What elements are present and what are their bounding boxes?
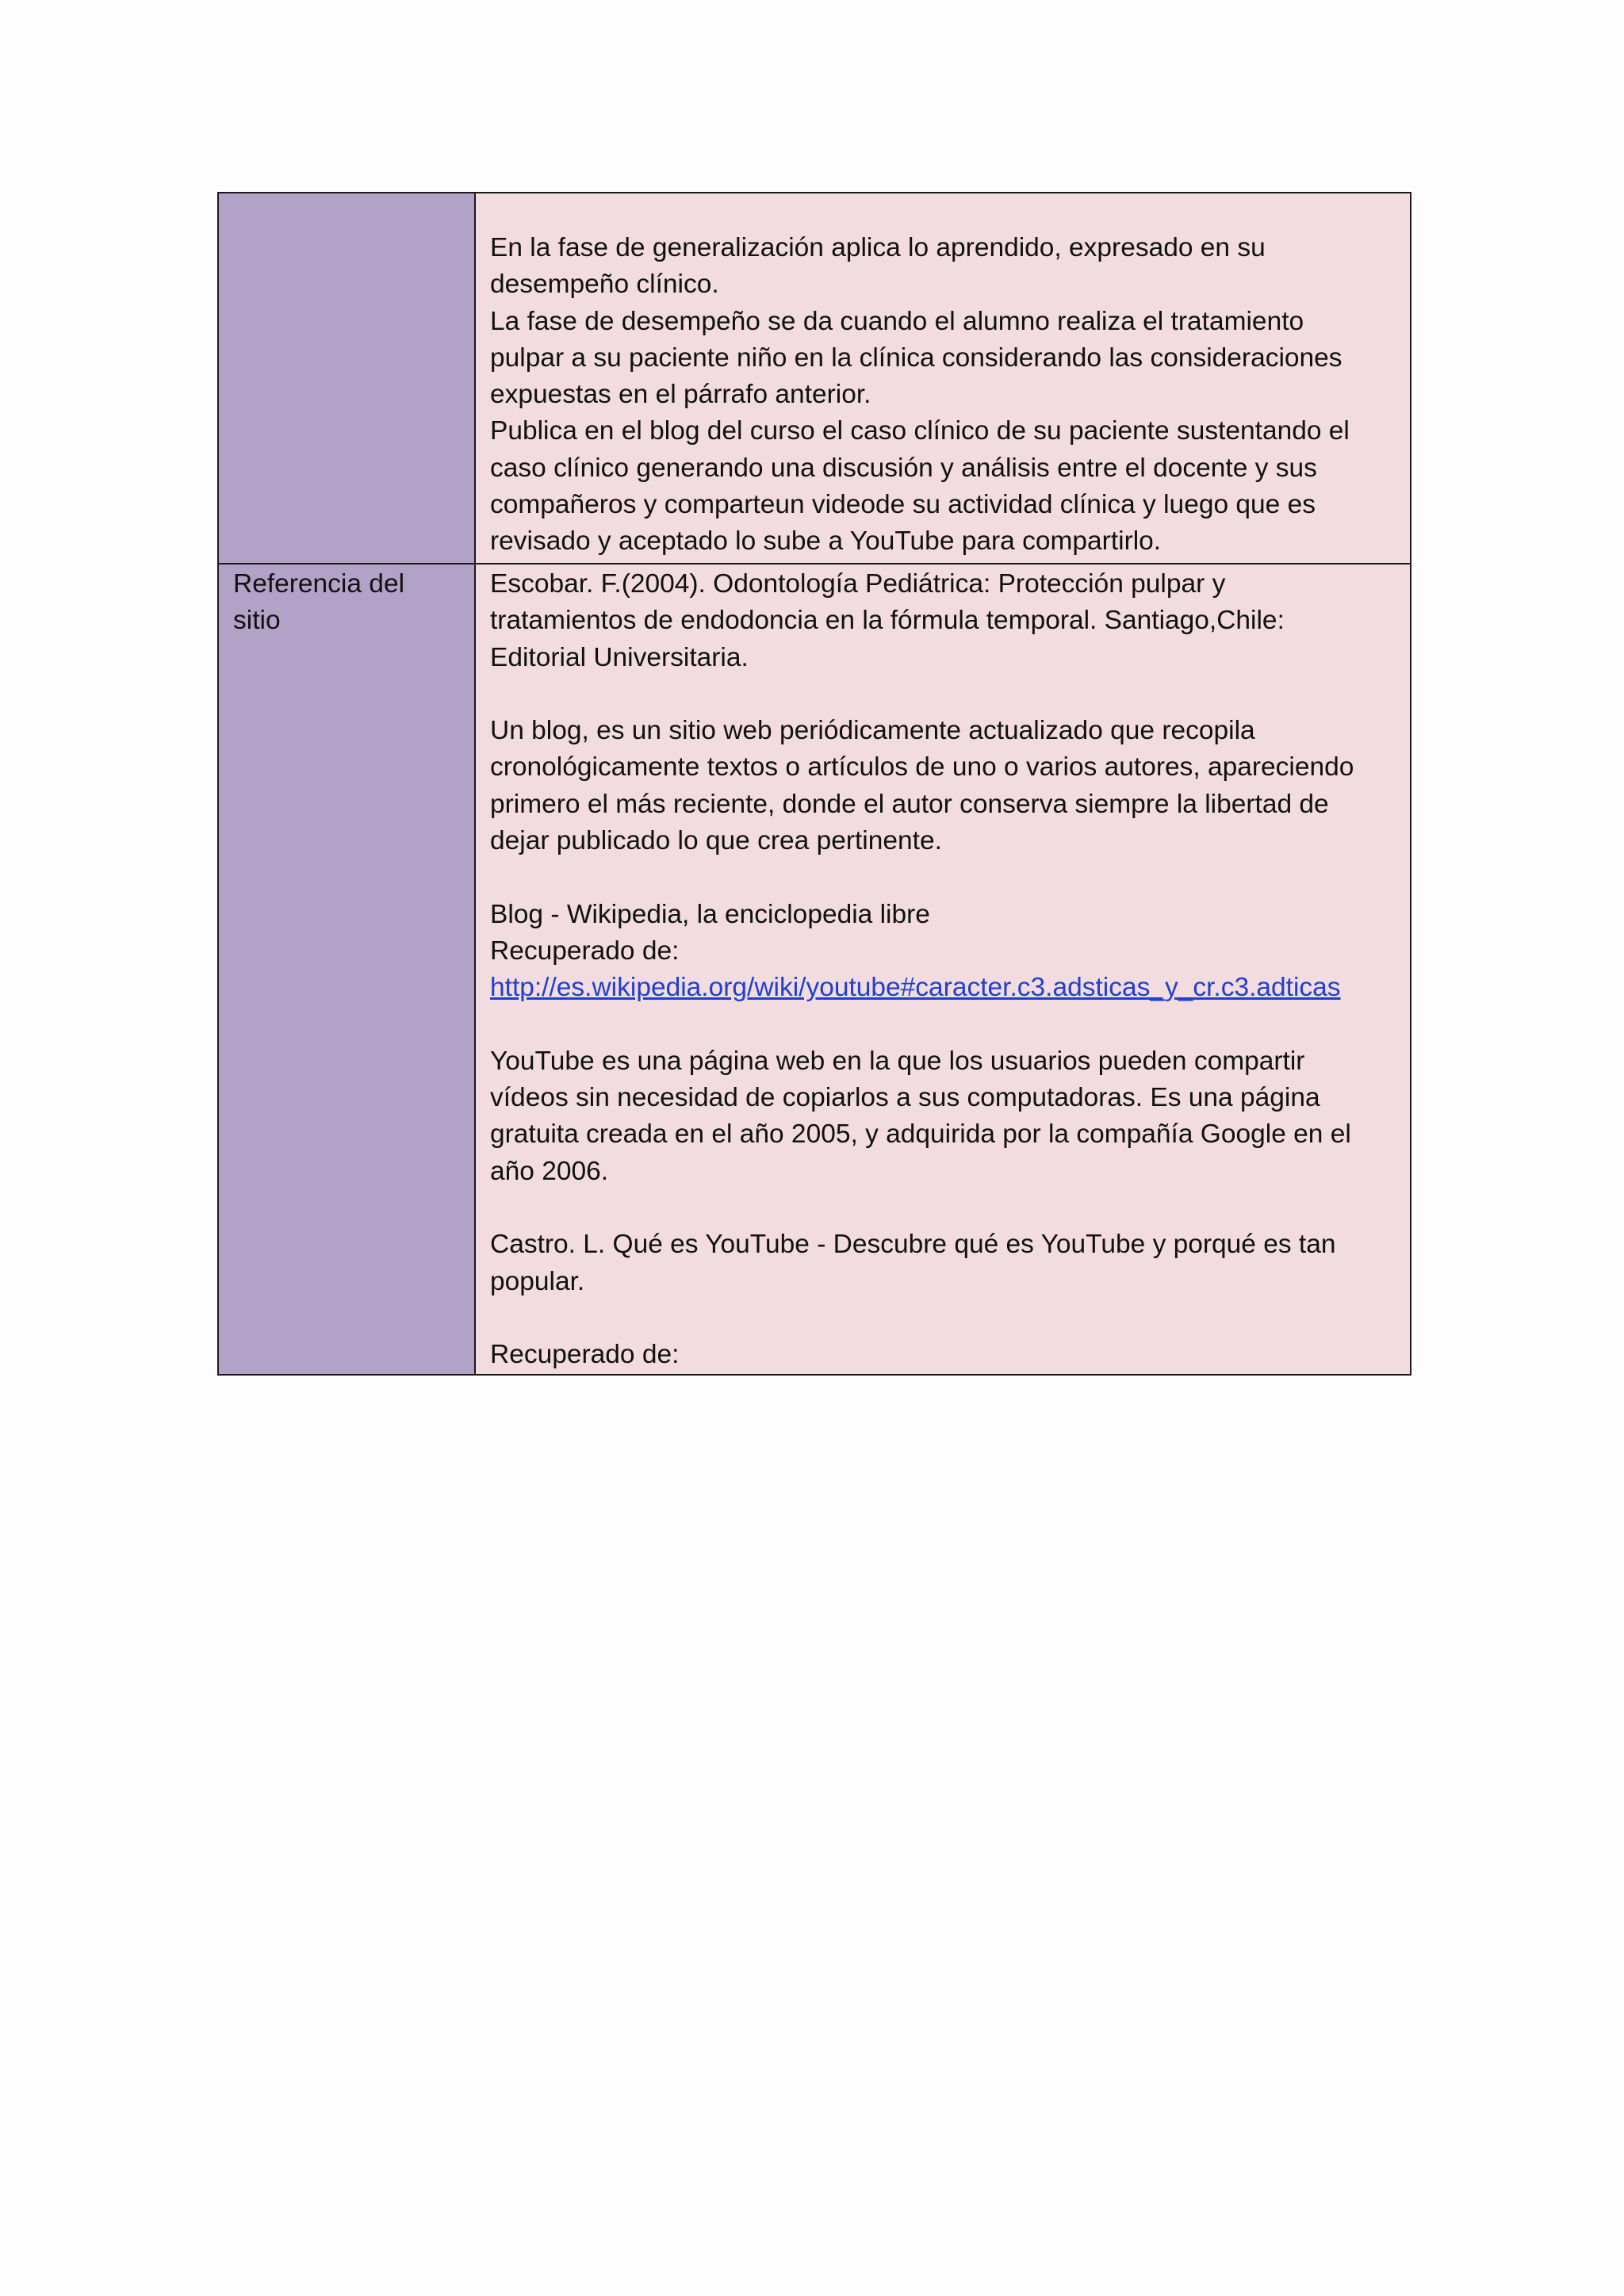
spacer	[490, 859, 1399, 896]
text-line: En la fase de generalización aplica lo aprendido, expresado en su	[490, 233, 1266, 262]
text-line: Publica en el blog del curso el caso clínico de su paciente sustentando el	[490, 416, 1350, 446]
text-line: año 2006.	[490, 1156, 609, 1186]
text-line: vídeos sin necesidad de copiarlos a sus computadoras. Es una página	[490, 1083, 1320, 1113]
text-line: Editorial Universitaria.	[490, 642, 749, 672]
spacer	[490, 1300, 1399, 1337]
label-cell-empty	[218, 193, 475, 564]
text-line: Un blog, es un sitio web periódicamente actualizado que recopila	[490, 716, 1255, 746]
text-line: Escobar. F.(2004). Odontología Pediátrica: Protección pulpar y	[490, 569, 1226, 599]
youtube-definition	[490, 1043, 1399, 1190]
row-label: Referencia del	[233, 569, 405, 599]
text-line: Castro. L. Qué es YouTube - Descubre qué es YouTube y porqué es tan	[490, 1230, 1336, 1260]
text-line: tratamientos de endodoncia en la fórmula temporal. Santiago,Chile:	[490, 606, 1285, 636]
text-line: desempeño clínico.	[490, 270, 719, 300]
table-row-references	[218, 564, 1411, 1375]
recuperado-label: Recuperado de:	[490, 1340, 680, 1370]
table-row-generalization	[218, 193, 1411, 564]
text-line: YouTube es una página web en la que los usuarios pueden compartir	[490, 1046, 1305, 1076]
text-line: La fase de desempeño se da cuando el alumno realiza el tratamiento	[490, 306, 1304, 336]
text-line: caso clínico generando una discusión y análisis entre el docente y sus	[490, 453, 1317, 483]
text-line: popular.	[490, 1266, 585, 1296]
text-line: cronológicamente textos o artículos de uno o varios autores, apareciendo	[490, 752, 1354, 783]
text-line: dejar publicado lo que crea pertinente.	[490, 826, 942, 856]
reference-wikipedia	[490, 897, 1399, 1007]
spacer	[490, 676, 1399, 713]
spacer	[490, 1007, 1399, 1043]
reference-escobar	[490, 566, 1399, 676]
content-cell-generalization	[475, 193, 1411, 564]
wiki-title: Blog - Wikipedia, la enciclopedia libre	[490, 899, 930, 929]
spacer	[490, 1190, 1399, 1226]
blog-definition	[490, 713, 1399, 859]
recuperado-label: Recuperado de:	[490, 936, 680, 966]
row-label: sitio	[233, 606, 281, 636]
content-cell-references	[475, 564, 1411, 1375]
text-line: pulpar a su paciente niño en la clínica considerando las consideraciones	[490, 342, 1342, 373]
label-cell-referencia	[218, 564, 475, 1375]
wikipedia-link[interactable]: http://es.wikipedia.org/wiki/youtube#caracter.c3.adsticas_y_cr.c3.adticas	[490, 973, 1341, 1003]
text-line: gratuita creada en el año 2005, y adquirida por la compañía Google en el	[490, 1119, 1351, 1150]
text-line: primero el más reciente, donde el autor conserva siempre la libertad de	[490, 789, 1329, 819]
text-line: revisado y aceptado lo sube a YouTube para compartirlo.	[490, 526, 1162, 557]
reference-table	[217, 192, 1411, 1376]
reference-castro	[490, 1226, 1399, 1300]
text-line: expuestas en el párrafo anterior.	[490, 380, 871, 410]
label-cell-text	[219, 193, 474, 195]
text-line: compañeros y comparteun videode su actividad clínica y luego que es	[490, 490, 1316, 520]
